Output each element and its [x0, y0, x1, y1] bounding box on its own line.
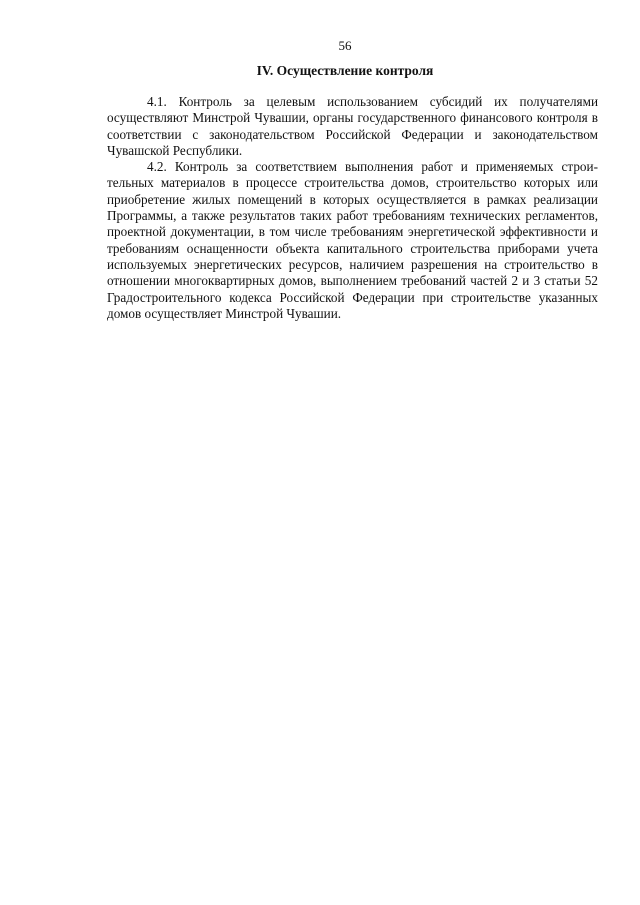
page-number: 56 [338, 38, 352, 53]
paragraph-4-2: 4.2. Контроль за соответствием выполнения работ и применяемых строительных материалов в процессе строительства домов, строительство которых или приобретение жилых помещений в которых осуществляется в рамках реализации Программы, а также результатов таких работ требованиям технических регламентов, проектной документации, в том числе требованиям энергетической эффективности и требованиям оснащенности объекта капитального строительства приборами учета используемых энергетических ресурсов, наличием разрешения на строительство в отношении многоквартирных домов, выполнением требований частей 2 и 3 статьи 52 Градостроительного кодекса Российской Федерации при строительстве указанных домов осуществляет Минстрой Чувашии. [107, 159, 598, 321]
paragraph-4-1: 4.1. Контроль за целевым использованием субсидий их получателями осуществляют Минстрой Чувашии, органы государственного финансового контроля в соответствии с законодательством Российской Федерации и законодательством Чувашской Республики. [107, 94, 598, 158]
section-title: IV. Осуществление контроля [256, 63, 434, 78]
body-text [107, 94, 598, 322]
